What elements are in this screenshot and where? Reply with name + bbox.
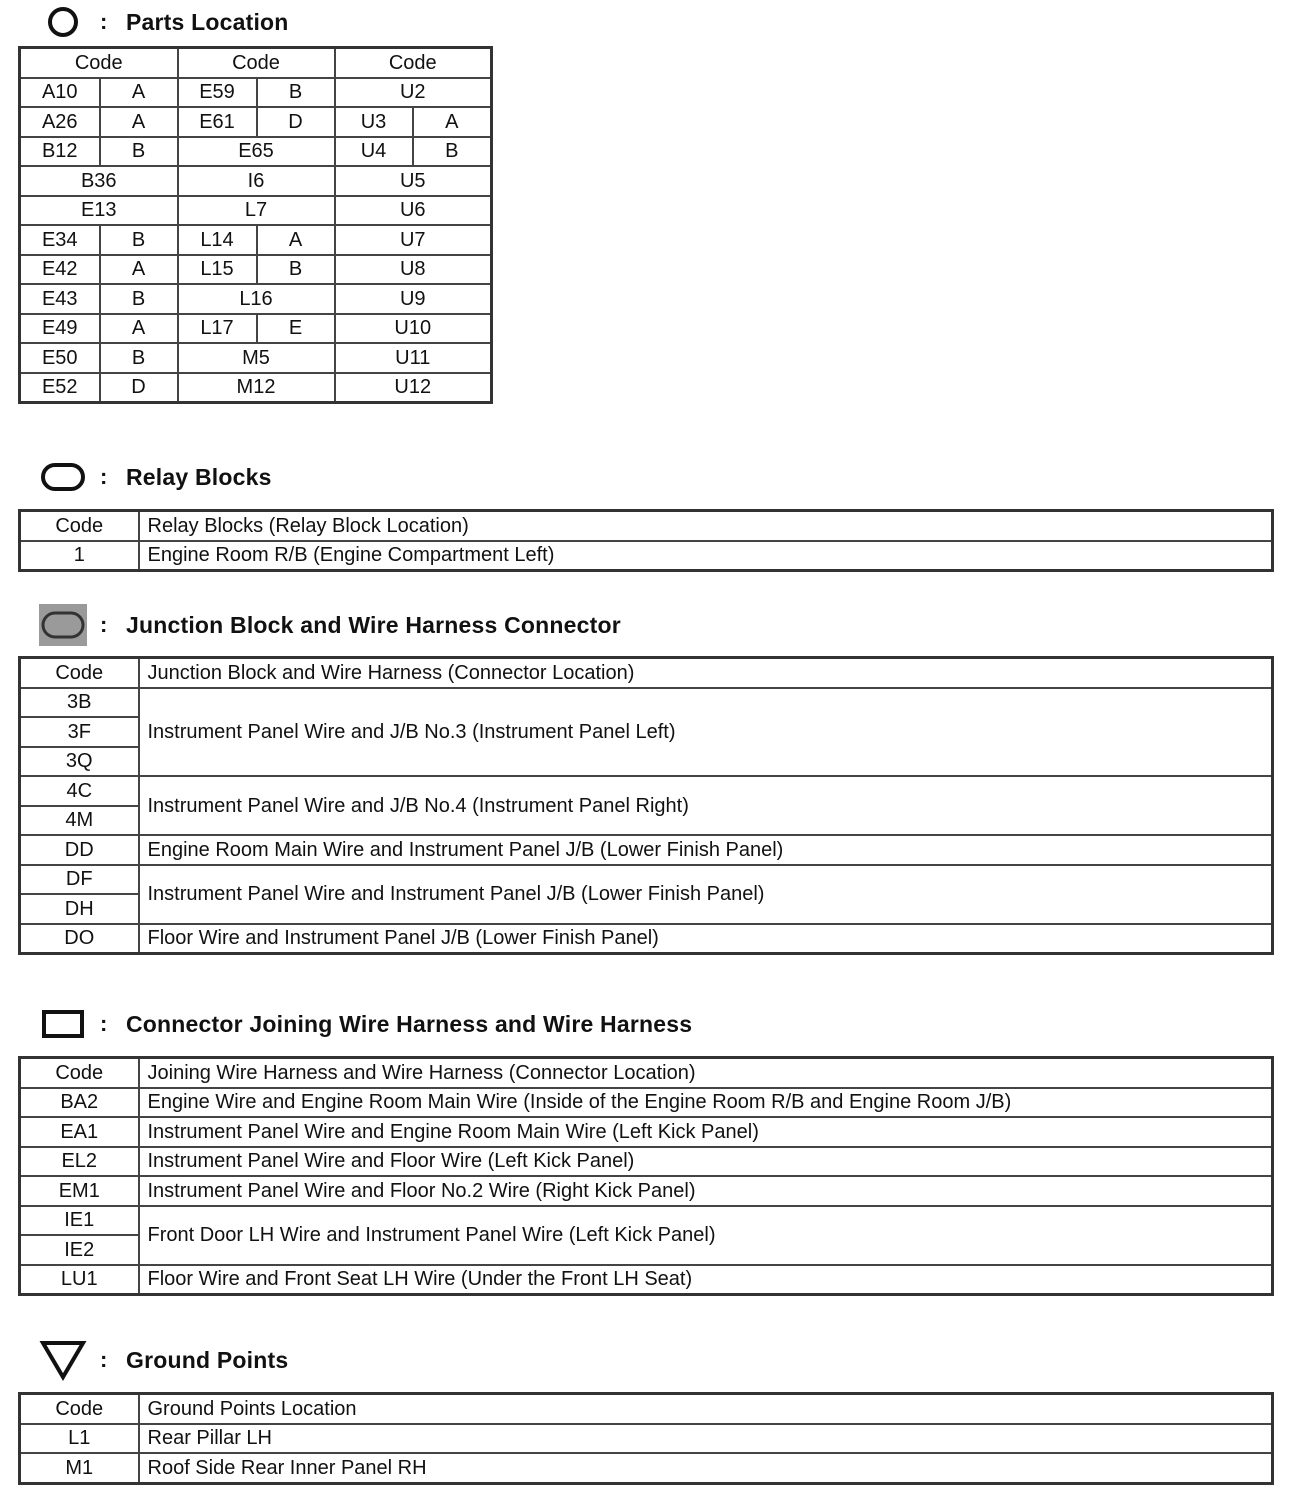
code-column-header: Code <box>20 511 139 541</box>
connector-code: IE1 <box>20 1206 139 1236</box>
part-code: E61 <box>178 107 257 137</box>
part-code: E43 <box>20 284 100 314</box>
location-description: Engine Room Main Wire and Instrument Panel J/B (Lower Finish Panel) <box>139 835 1273 865</box>
connector-code: L1 <box>20 1424 139 1454</box>
part-code: I6 <box>178 166 335 196</box>
connector-code: 4M <box>20 806 139 836</box>
description-column-header: Ground Points Location <box>139 1394 1273 1424</box>
table-row <box>20 373 492 403</box>
description-column-header: Joining Wire Harness and Wire Harness (Connector Location) <box>139 1058 1273 1088</box>
part-location-letter: B <box>413 137 492 167</box>
connector-code: EL2 <box>20 1147 139 1177</box>
table-row <box>20 1117 1273 1147</box>
table-row <box>20 1453 1273 1483</box>
part-location-letter: B <box>100 137 178 167</box>
part-code: U8 <box>335 255 492 285</box>
connector-code: 4C <box>20 776 139 806</box>
heading-colon: : <box>100 612 108 637</box>
table-row <box>20 1088 1273 1118</box>
part-code: A26 <box>20 107 100 137</box>
column-header: Code <box>335 48 492 78</box>
part-location-letter: B <box>100 225 178 255</box>
connector-code: EM1 <box>20 1176 139 1206</box>
part-code: U11 <box>335 343 492 373</box>
part-code: L17 <box>178 314 257 344</box>
connector-code: 3Q <box>20 747 139 777</box>
table-row <box>20 1176 1273 1206</box>
part-location-letter: D <box>100 373 178 403</box>
shaded-rounded-rect-icon <box>38 605 88 645</box>
part-location-letter: B <box>100 343 178 373</box>
connector-code: 3F <box>20 717 139 747</box>
table-row <box>20 1424 1273 1454</box>
section-title: Parts Location <box>126 8 289 35</box>
header-row <box>20 48 492 78</box>
table-row <box>20 688 1273 718</box>
part-code: B36 <box>20 166 178 196</box>
part-code: E49 <box>20 314 100 344</box>
connector-joining-table <box>18 1056 1274 1296</box>
part-code: L15 <box>178 255 257 285</box>
heading-colon: : <box>100 1347 108 1372</box>
part-code: U9 <box>335 284 492 314</box>
header-row <box>20 1058 1273 1088</box>
location-description: Engine Wire and Engine Room Main Wire (Inside of the Engine Room R/B and Engine Room J/B) <box>139 1088 1273 1118</box>
table-row <box>20 78 492 108</box>
relay-blocks-heading <box>38 457 272 497</box>
connector-code: 1 <box>20 541 139 571</box>
table-row <box>20 343 492 373</box>
square-icon <box>38 1004 88 1044</box>
part-code: E59 <box>178 78 257 108</box>
table-row <box>20 776 1273 806</box>
table-row <box>20 137 492 167</box>
location-description: Instrument Panel Wire and J/B No.3 (Instrument Panel Left) <box>139 688 1273 777</box>
part-location-letter: B <box>100 284 178 314</box>
heading-colon: : <box>100 9 108 34</box>
heading-colon: : <box>100 1011 108 1036</box>
connector-code: DD <box>20 835 139 865</box>
table-row <box>20 835 1273 865</box>
column-header: Code <box>178 48 335 78</box>
heading-colon: : <box>100 464 108 489</box>
table-row <box>20 196 492 226</box>
part-code: L14 <box>178 225 257 255</box>
part-location-letter: B <box>257 78 335 108</box>
connector-code: DH <box>20 894 139 924</box>
part-location-letter: D <box>257 107 335 137</box>
part-location-letter: B <box>257 255 335 285</box>
location-description: Roof Side Rear Inner Panel RH <box>139 1453 1273 1483</box>
part-code: A10 <box>20 78 100 108</box>
parts-location-table <box>18 46 493 404</box>
ground-points-heading <box>38 1340 288 1380</box>
part-location-letter: A <box>413 107 492 137</box>
code-column-header: Code <box>20 1394 139 1424</box>
part-code: M12 <box>178 373 335 403</box>
section-title: Junction Block and Wire Harness Connector <box>126 611 621 638</box>
header-row <box>20 658 1273 688</box>
table-row <box>20 1206 1273 1236</box>
circle-icon <box>38 2 88 42</box>
part-code: U7 <box>335 225 492 255</box>
table-row <box>20 924 1273 954</box>
connector-code: EA1 <box>20 1117 139 1147</box>
part-code: E52 <box>20 373 100 403</box>
table-row <box>20 865 1273 895</box>
part-location-letter: A <box>100 314 178 344</box>
table-row <box>20 255 492 285</box>
part-code: B12 <box>20 137 100 167</box>
code-column-header: Code <box>20 658 139 688</box>
connector-code: 3B <box>20 688 139 718</box>
relay-blocks-table <box>18 509 1274 572</box>
part-location-letter: A <box>100 255 178 285</box>
part-code: U4 <box>335 137 413 167</box>
part-code: E42 <box>20 255 100 285</box>
location-description: Instrument Panel Wire and Instrument Panel J/B (Lower Finish Panel) <box>139 865 1273 924</box>
location-description: Rear Pillar LH <box>139 1424 1273 1454</box>
location-description: Engine Room R/B (Engine Compartment Left) <box>139 541 1273 571</box>
location-description: Instrument Panel Wire and Floor No.2 Wire (Right Kick Panel) <box>139 1176 1273 1206</box>
part-code: U5 <box>335 166 492 196</box>
part-code: M5 <box>178 343 335 373</box>
connector-code: IE2 <box>20 1235 139 1265</box>
table-row <box>20 166 492 196</box>
junction-block-heading <box>38 605 621 645</box>
connector-joining-heading <box>38 1004 692 1044</box>
location-description: Front Door LH Wire and Instrument Panel Wire (Left Kick Panel) <box>139 1206 1273 1265</box>
part-code: L16 <box>178 284 335 314</box>
table-row <box>20 541 1273 571</box>
section-title: Connector Joining Wire Harness and Wire Harness <box>126 1010 693 1037</box>
table-row <box>20 225 492 255</box>
location-description: Instrument Panel Wire and J/B No.4 (Instrument Panel Right) <box>139 776 1273 835</box>
connector-code: M1 <box>20 1453 139 1483</box>
header-row <box>20 511 1273 541</box>
table-row <box>20 284 492 314</box>
location-description: Floor Wire and Instrument Panel J/B (Lower Finish Panel) <box>139 924 1273 954</box>
section-title: Relay Blocks <box>126 463 272 490</box>
connector-code: DO <box>20 924 139 954</box>
header-row <box>20 1394 1273 1424</box>
part-code: U10 <box>335 314 492 344</box>
table-row <box>20 314 492 344</box>
code-column-header: Code <box>20 1058 139 1088</box>
connector-code: LU1 <box>20 1265 139 1295</box>
description-column-header: Relay Blocks (Relay Block Location) <box>139 511 1273 541</box>
triangle-down-icon <box>38 1340 88 1380</box>
part-code: U3 <box>335 107 413 137</box>
ground-points-table <box>18 1392 1274 1485</box>
location-description: Instrument Panel Wire and Engine Room Main Wire (Left Kick Panel) <box>139 1117 1273 1147</box>
part-code: E34 <box>20 225 100 255</box>
part-code: E13 <box>20 196 178 226</box>
table-row <box>20 1265 1273 1295</box>
part-location-letter: A <box>100 78 178 108</box>
parts-location-heading <box>38 2 289 42</box>
location-description: Instrument Panel Wire and Floor Wire (Left Kick Panel) <box>139 1147 1273 1177</box>
part-code: U12 <box>335 373 492 403</box>
connector-code: BA2 <box>20 1088 139 1118</box>
description-column-header: Junction Block and Wire Harness (Connector Location) <box>139 658 1273 688</box>
connector-code: DF <box>20 865 139 895</box>
part-code: U6 <box>335 196 492 226</box>
part-location-letter: E <box>257 314 335 344</box>
rounded-rect-icon <box>38 457 88 497</box>
part-code: E65 <box>178 137 335 167</box>
junction-block-table <box>18 656 1274 955</box>
table-row <box>20 107 492 137</box>
table-row <box>20 1147 1273 1177</box>
part-location-letter: A <box>257 225 335 255</box>
part-location-letter: A <box>100 107 178 137</box>
column-header: Code <box>20 48 178 78</box>
section-title: Ground Points <box>126 1346 289 1373</box>
part-code: E50 <box>20 343 100 373</box>
part-code: U2 <box>335 78 492 108</box>
location-description: Floor Wire and Front Seat LH Wire (Under the Front LH Seat) <box>139 1265 1273 1295</box>
part-code: L7 <box>178 196 335 226</box>
